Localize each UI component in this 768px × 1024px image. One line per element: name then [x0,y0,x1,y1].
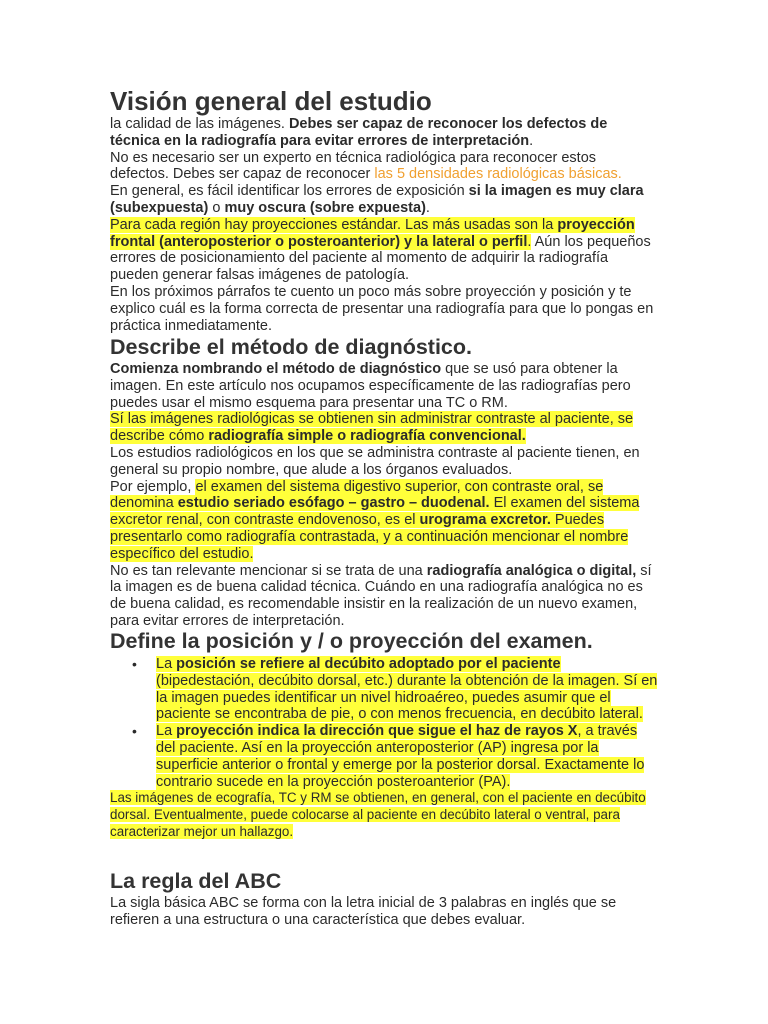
metodo-paragraph-4: Por ejemplo, el examen del sistema digestivo superior, con contraste oral, se denomina estudio seriado esófago – gastro – duodenal. El examen del sistema excretor renal, con contraste endovenoso, es el urograma excretor. Puedes presentarlo como radiografía contrastada, y a continuación mencionar el nombre específico del estudio. [110,478,640,562]
intro-paragraph-4: Para cada región hay proyecciones estándar. Las más usadas son la proyección frontal (anteroposterior o posteroanterior) y la lateral o perfil. Aún los pequeños errores de posicionamiento del paciente al momento de adquirir la radiografía pueden generar falsas imágenes de patología. [110,216,651,284]
intro-section [110,116,658,334]
imaging-note: Las imágenes de ecografía, TC y RM se obtienen, en general, con el paciente en decúbito dorsal. Eventualmente, puede colocarse al paciente en decúbito lateral o ventral, para caracterizar mejor un hallazgo. [110,790,646,839]
page-title: Visión general del estudio [110,86,432,116]
bullet-icon: • [132,723,137,740]
metodo-paragraph-2: Sí las imágenes radiológicas se obtienen sin administrar contraste al paciente, se describe cómo radiografía simple o radiografía convencional. [110,411,634,445]
metodo-paragraph-1: Comienza nombrando el método de diagnóstico que se usó para obtener la imagen. En este artículo nos ocupamos específicamente de las radiografías pero puedes usar el mismo esquema para presentar una TC o RM. [110,361,631,411]
metodo-section [110,361,658,630]
section-heading-abc: La regla del ABC [110,869,282,893]
intro-paragraph-2: No es necesario ser un experto en técnica radiológica para reconocer estos defectos. Debes ser capaz de reconocer las 5 densidades radiológicas básicas. [110,149,622,183]
bullet-icon: • [132,656,137,672]
metodo-paragraph-3: Los estudios radiológicos en los que se administra contraste al paciente tienen, en general su propio nombre, que alude a los órganos evaluados. [110,444,640,478]
posicion-section [110,656,658,841]
section-heading-metodo: Describe el método de diagnóstico. [110,335,472,359]
densidades-link[interactable]: las 5 densidades radiológicas básicas. [374,166,622,183]
list-item-posicion: • La posición se refiere al decúbito adoptado por el paciente (bipedestación, decúbito dorsal, etc.) durante la obtención de la imagen. Sí en la imagen puedes identificar un nivel hidroaéreo, puedes asumir que el paciente se encontraba de pie, o con menos frecuencia, en decúbito lateral. [132,656,658,723]
abc-paragraph-1: La sigla básica ABC se forma con la letra inicial de 3 palabras en inglés que se refieren a una estructura o una característica que debes evaluar. [110,895,617,928]
intro-paragraph-1: la calidad de las imágenes. Debes ser capaz de reconocer los defectos de técnica en la radiografía para evitar errores de interpretación. [110,116,608,149]
metodo-paragraph-5: No es tan relevante mencionar si se trata de una radiografía analógica o digital, sí la imagen es de buena calidad técnica. Cuándo en una radiografía analógica no es de buena calidad, es recomendable insistir en la realización de un nuevo examen, para evitar errores de interpretación. [110,562,652,629]
abc-section [110,895,658,929]
section-heading-posicion: Define la posición y / o proyección del examen. [110,629,593,653]
intro-paragraph-3: En general, es fácil identificar los errores de exposición si la imagen es muy clara (subexpuesta) o muy oscura (sobre expuesta). [110,183,644,216]
list-item-proyeccion: • La proyección indica la dirección que sigue el haz de rayos X, a través del paciente. Así en la proyección anteroposterior (AP) ingresa por la superficie anterior o frontal y emerge por la posterior dorsal. Exactamente lo contrario sucede en la proyección posteroanterior (PA). [132,723,645,790]
posicion-list [110,656,658,790]
intro-paragraph-5: En los próximos párrafos te cuento un poco más sobre proyección y posición y te explico cuál es la forma correcta de presentar una radiografía para que lo pongas en práctica inmediatamente. [110,283,654,334]
